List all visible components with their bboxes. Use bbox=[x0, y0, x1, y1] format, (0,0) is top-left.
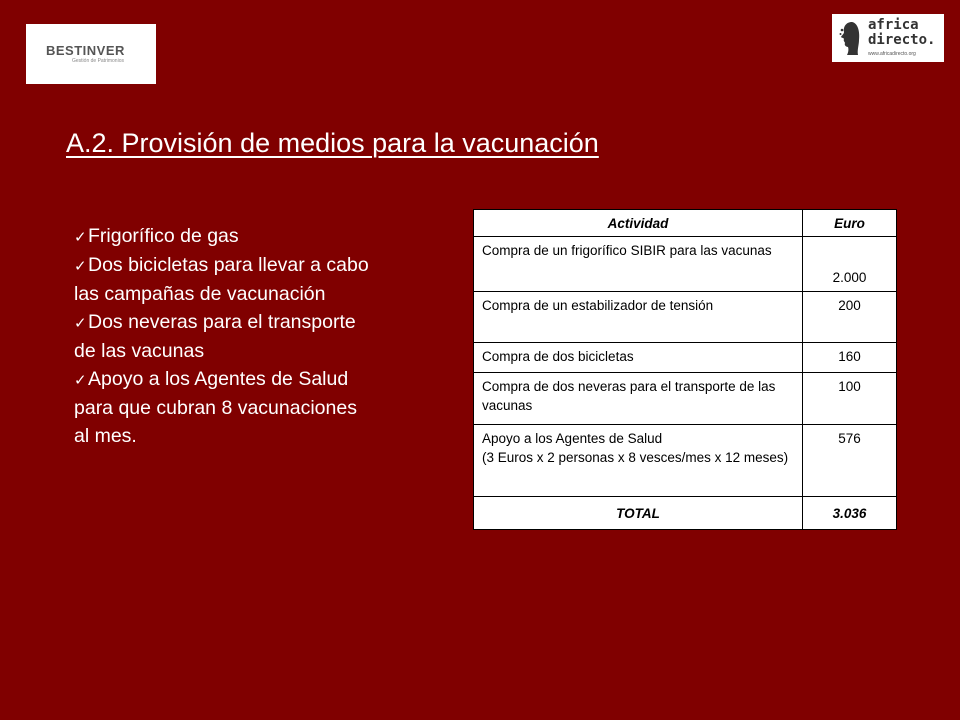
slide-title: A.2. Provisión de medios para la vacunación bbox=[66, 128, 599, 158]
cost-table bbox=[473, 209, 897, 530]
bestinver-logo-text: BESTINVER bbox=[46, 43, 125, 58]
activity-cell: Compra de dos bicicletas bbox=[474, 343, 803, 373]
africa-directo-url: www.africadirecto.org bbox=[868, 51, 916, 57]
activity-cell: Compra de un estabilizador de tensión bbox=[474, 292, 803, 343]
bullet-item bbox=[74, 365, 374, 450]
header-euro: Euro bbox=[803, 210, 897, 237]
total-row bbox=[474, 497, 897, 530]
checkmark-icon: ✓ bbox=[74, 257, 87, 275]
total-label: TOTAL bbox=[474, 497, 803, 530]
euro-cell: 576 bbox=[803, 425, 897, 497]
bullet-text: Dos bicicletas para llevar a cabo las campañas de vacunación bbox=[74, 254, 369, 305]
activity-cell: Compra de un frigorífico SIBIR para las vacunas bbox=[474, 237, 803, 292]
face-silhouette-icon bbox=[838, 20, 860, 56]
bestinver-logo bbox=[26, 24, 156, 84]
euro-cell: 200 bbox=[803, 292, 897, 343]
bullet-item bbox=[74, 251, 374, 308]
header-activity: Actividad bbox=[474, 210, 803, 237]
bullet-item bbox=[74, 308, 374, 365]
activity-cell: Apoyo a los Agentes de Salud (3 Euros x 2 personas x 8 vesces/mes x 12 meses) bbox=[474, 425, 803, 497]
table-row bbox=[474, 237, 897, 292]
bullet-list bbox=[74, 222, 374, 450]
table-row bbox=[474, 343, 897, 373]
total-value: 3.036 bbox=[803, 497, 897, 530]
checkmark-icon: ✓ bbox=[74, 228, 87, 246]
euro-cell: 2.000 bbox=[803, 237, 897, 292]
bullet-text: Frigorífico de gas bbox=[88, 225, 239, 247]
bullet-text: Dos neveras para el transporte de las vacunas bbox=[74, 311, 356, 362]
africa-directo-word-2: directo. bbox=[868, 32, 936, 48]
table-header-row bbox=[474, 210, 897, 237]
activity-cell: Compra de dos neveras para el transporte de las vacunas bbox=[474, 373, 803, 425]
checkmark-icon: ✓ bbox=[74, 314, 87, 332]
africa-directo-logo bbox=[832, 14, 944, 62]
bullet-text: Apoyo a los Agentes de Salud para que cubran 8 vacunaciones al mes. bbox=[74, 368, 357, 447]
table-row bbox=[474, 373, 897, 425]
euro-cell: 100 bbox=[803, 373, 897, 425]
table-row bbox=[474, 292, 897, 343]
checkmark-icon: ✓ bbox=[74, 371, 87, 389]
table-row bbox=[474, 425, 897, 497]
bestinver-logo-subtitle: Gestión de Patrimonios bbox=[72, 58, 124, 64]
bullet-item bbox=[74, 222, 374, 251]
euro-cell: 160 bbox=[803, 343, 897, 373]
africa-directo-word-1: africa bbox=[868, 17, 919, 33]
